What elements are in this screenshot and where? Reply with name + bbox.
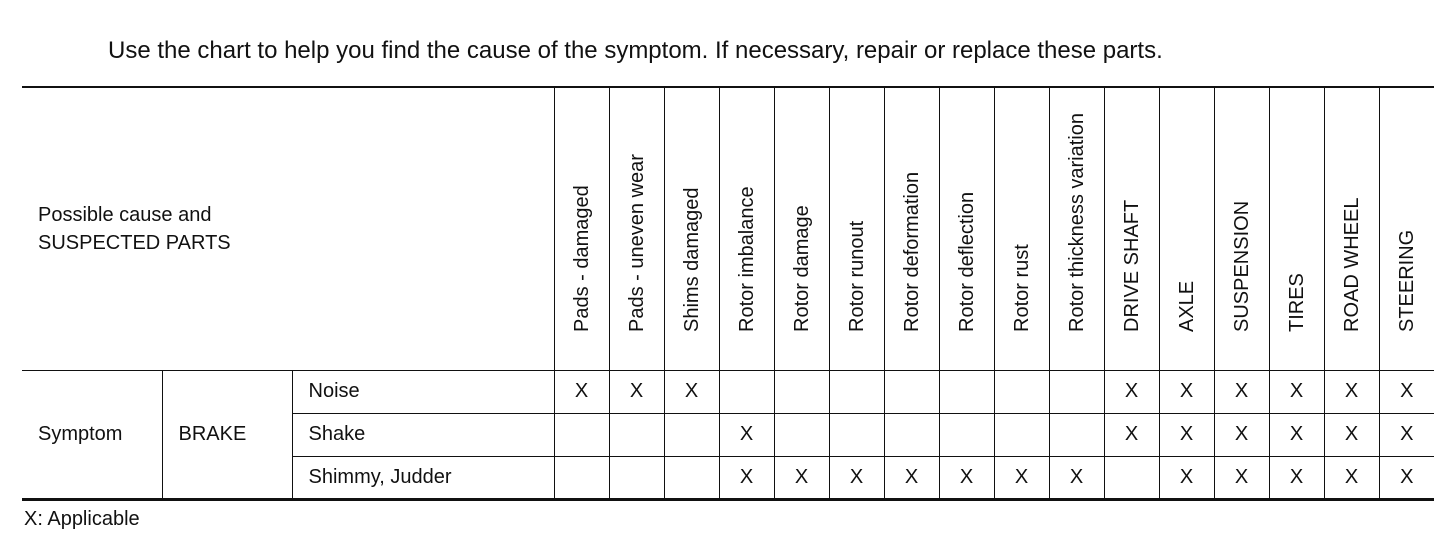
column-header — [1159, 87, 1214, 370]
column-header-label: Rotor deformation — [900, 171, 923, 332]
column-header-label: SUSPENSION — [1230, 200, 1253, 332]
applicability-cell — [609, 413, 664, 456]
column-header — [664, 87, 719, 370]
applicability-cell: X — [1214, 456, 1269, 499]
column-header-label: Pads - damaged — [570, 184, 593, 332]
applicability-cell — [1049, 370, 1104, 413]
applicability-cell — [609, 456, 664, 499]
column-header-label: Shims damaged — [680, 186, 703, 332]
applicability-cell — [719, 370, 774, 413]
column-header — [1049, 87, 1104, 370]
applicability-cell: X — [1214, 413, 1269, 456]
applicability-cell: X — [1159, 370, 1214, 413]
applicability-cell: X — [1269, 413, 1324, 456]
column-header — [939, 87, 994, 370]
symptom-name: Shake — [292, 413, 554, 456]
column-header — [609, 87, 664, 370]
applicability-cell — [829, 413, 884, 456]
applicability-cell: X — [829, 456, 884, 499]
column-header-label: Rotor runout — [845, 220, 868, 332]
applicability-cell: X — [1324, 413, 1379, 456]
column-header — [1214, 87, 1269, 370]
system-label: BRAKE — [162, 370, 292, 499]
column-header — [994, 87, 1049, 370]
column-header — [1324, 87, 1379, 370]
applicability-cell: X — [1379, 413, 1434, 456]
applicability-cell: X — [719, 456, 774, 499]
applicability-cell — [664, 413, 719, 456]
column-header — [829, 87, 884, 370]
column-header — [774, 87, 829, 370]
applicability-cell: X — [1049, 456, 1104, 499]
column-header — [554, 87, 609, 370]
applicability-cell — [939, 370, 994, 413]
applicability-cell — [664, 456, 719, 499]
applicability-cell: X — [1214, 370, 1269, 413]
column-header-label: AXLE — [1175, 280, 1198, 332]
label-line1: Possible cause and — [38, 203, 212, 226]
column-header-label: Rotor rust — [1010, 243, 1033, 332]
applicability-cell: X — [1159, 413, 1214, 456]
applicability-cell — [554, 456, 609, 499]
applicability-cell — [774, 413, 829, 456]
applicability-cell — [994, 370, 1049, 413]
applicability-cell — [884, 370, 939, 413]
header-row — [22, 87, 1434, 370]
column-header — [1379, 87, 1434, 370]
column-header-label: Pads - uneven wear — [625, 153, 648, 332]
intro-text: Use the chart to help you find the cause of the symptom. If necessary, repair or replace these parts. — [108, 37, 1163, 64]
applicability-cell: X — [1159, 456, 1214, 499]
applicability-cell: X — [994, 456, 1049, 499]
column-header-label: Rotor deflection — [955, 191, 978, 332]
applicability-cell: X — [1104, 370, 1159, 413]
column-header-label: Rotor damage — [790, 204, 813, 332]
column-header-label: Rotor thickness variation — [1065, 112, 1088, 332]
applicability-cell — [1104, 456, 1159, 499]
column-header — [1104, 87, 1159, 370]
troubleshooting-chart — [22, 86, 1434, 501]
applicability-cell: X — [664, 370, 719, 413]
column-header — [1269, 87, 1324, 370]
suspected-parts-label — [22, 87, 554, 370]
applicability-cell — [884, 413, 939, 456]
applicability-cell: X — [774, 456, 829, 499]
column-header-label: DRIVE SHAFT — [1120, 199, 1143, 332]
applicability-cell: X — [1104, 413, 1159, 456]
applicability-cell — [554, 413, 609, 456]
applicability-cell: X — [609, 370, 664, 413]
column-header-label: STEERING — [1395, 229, 1418, 332]
symptom-name: Noise — [292, 370, 554, 413]
label-line2: SUSPECTED PARTS — [38, 231, 231, 254]
applicability-cell — [774, 370, 829, 413]
applicability-cell: X — [884, 456, 939, 499]
column-header-label: TIRES — [1285, 272, 1308, 332]
applicability-cell: X — [719, 413, 774, 456]
applicability-cell: X — [1269, 456, 1324, 499]
column-header — [719, 87, 774, 370]
applicability-cell: X — [554, 370, 609, 413]
applicability-cell: X — [939, 456, 994, 499]
applicability-cell: X — [1324, 370, 1379, 413]
applicability-cell — [994, 413, 1049, 456]
symptom-label: Symptom — [22, 370, 162, 499]
symptom-name: Shimmy, Judder — [308, 465, 452, 488]
applicability-cell — [939, 413, 994, 456]
symptom-row — [22, 370, 1434, 413]
applicability-cell: X — [1379, 370, 1434, 413]
column-header — [884, 87, 939, 370]
applicability-cell — [1049, 413, 1104, 456]
applicability-cell — [829, 370, 884, 413]
column-header-label: Rotor imbalance — [735, 185, 758, 332]
column-header-label: ROAD WHEEL — [1340, 197, 1363, 332]
legend-note: X: Applicable — [24, 508, 140, 530]
applicability-cell: X — [1324, 456, 1379, 499]
applicability-cell: X — [1269, 370, 1324, 413]
applicability-cell: X — [1379, 456, 1434, 499]
